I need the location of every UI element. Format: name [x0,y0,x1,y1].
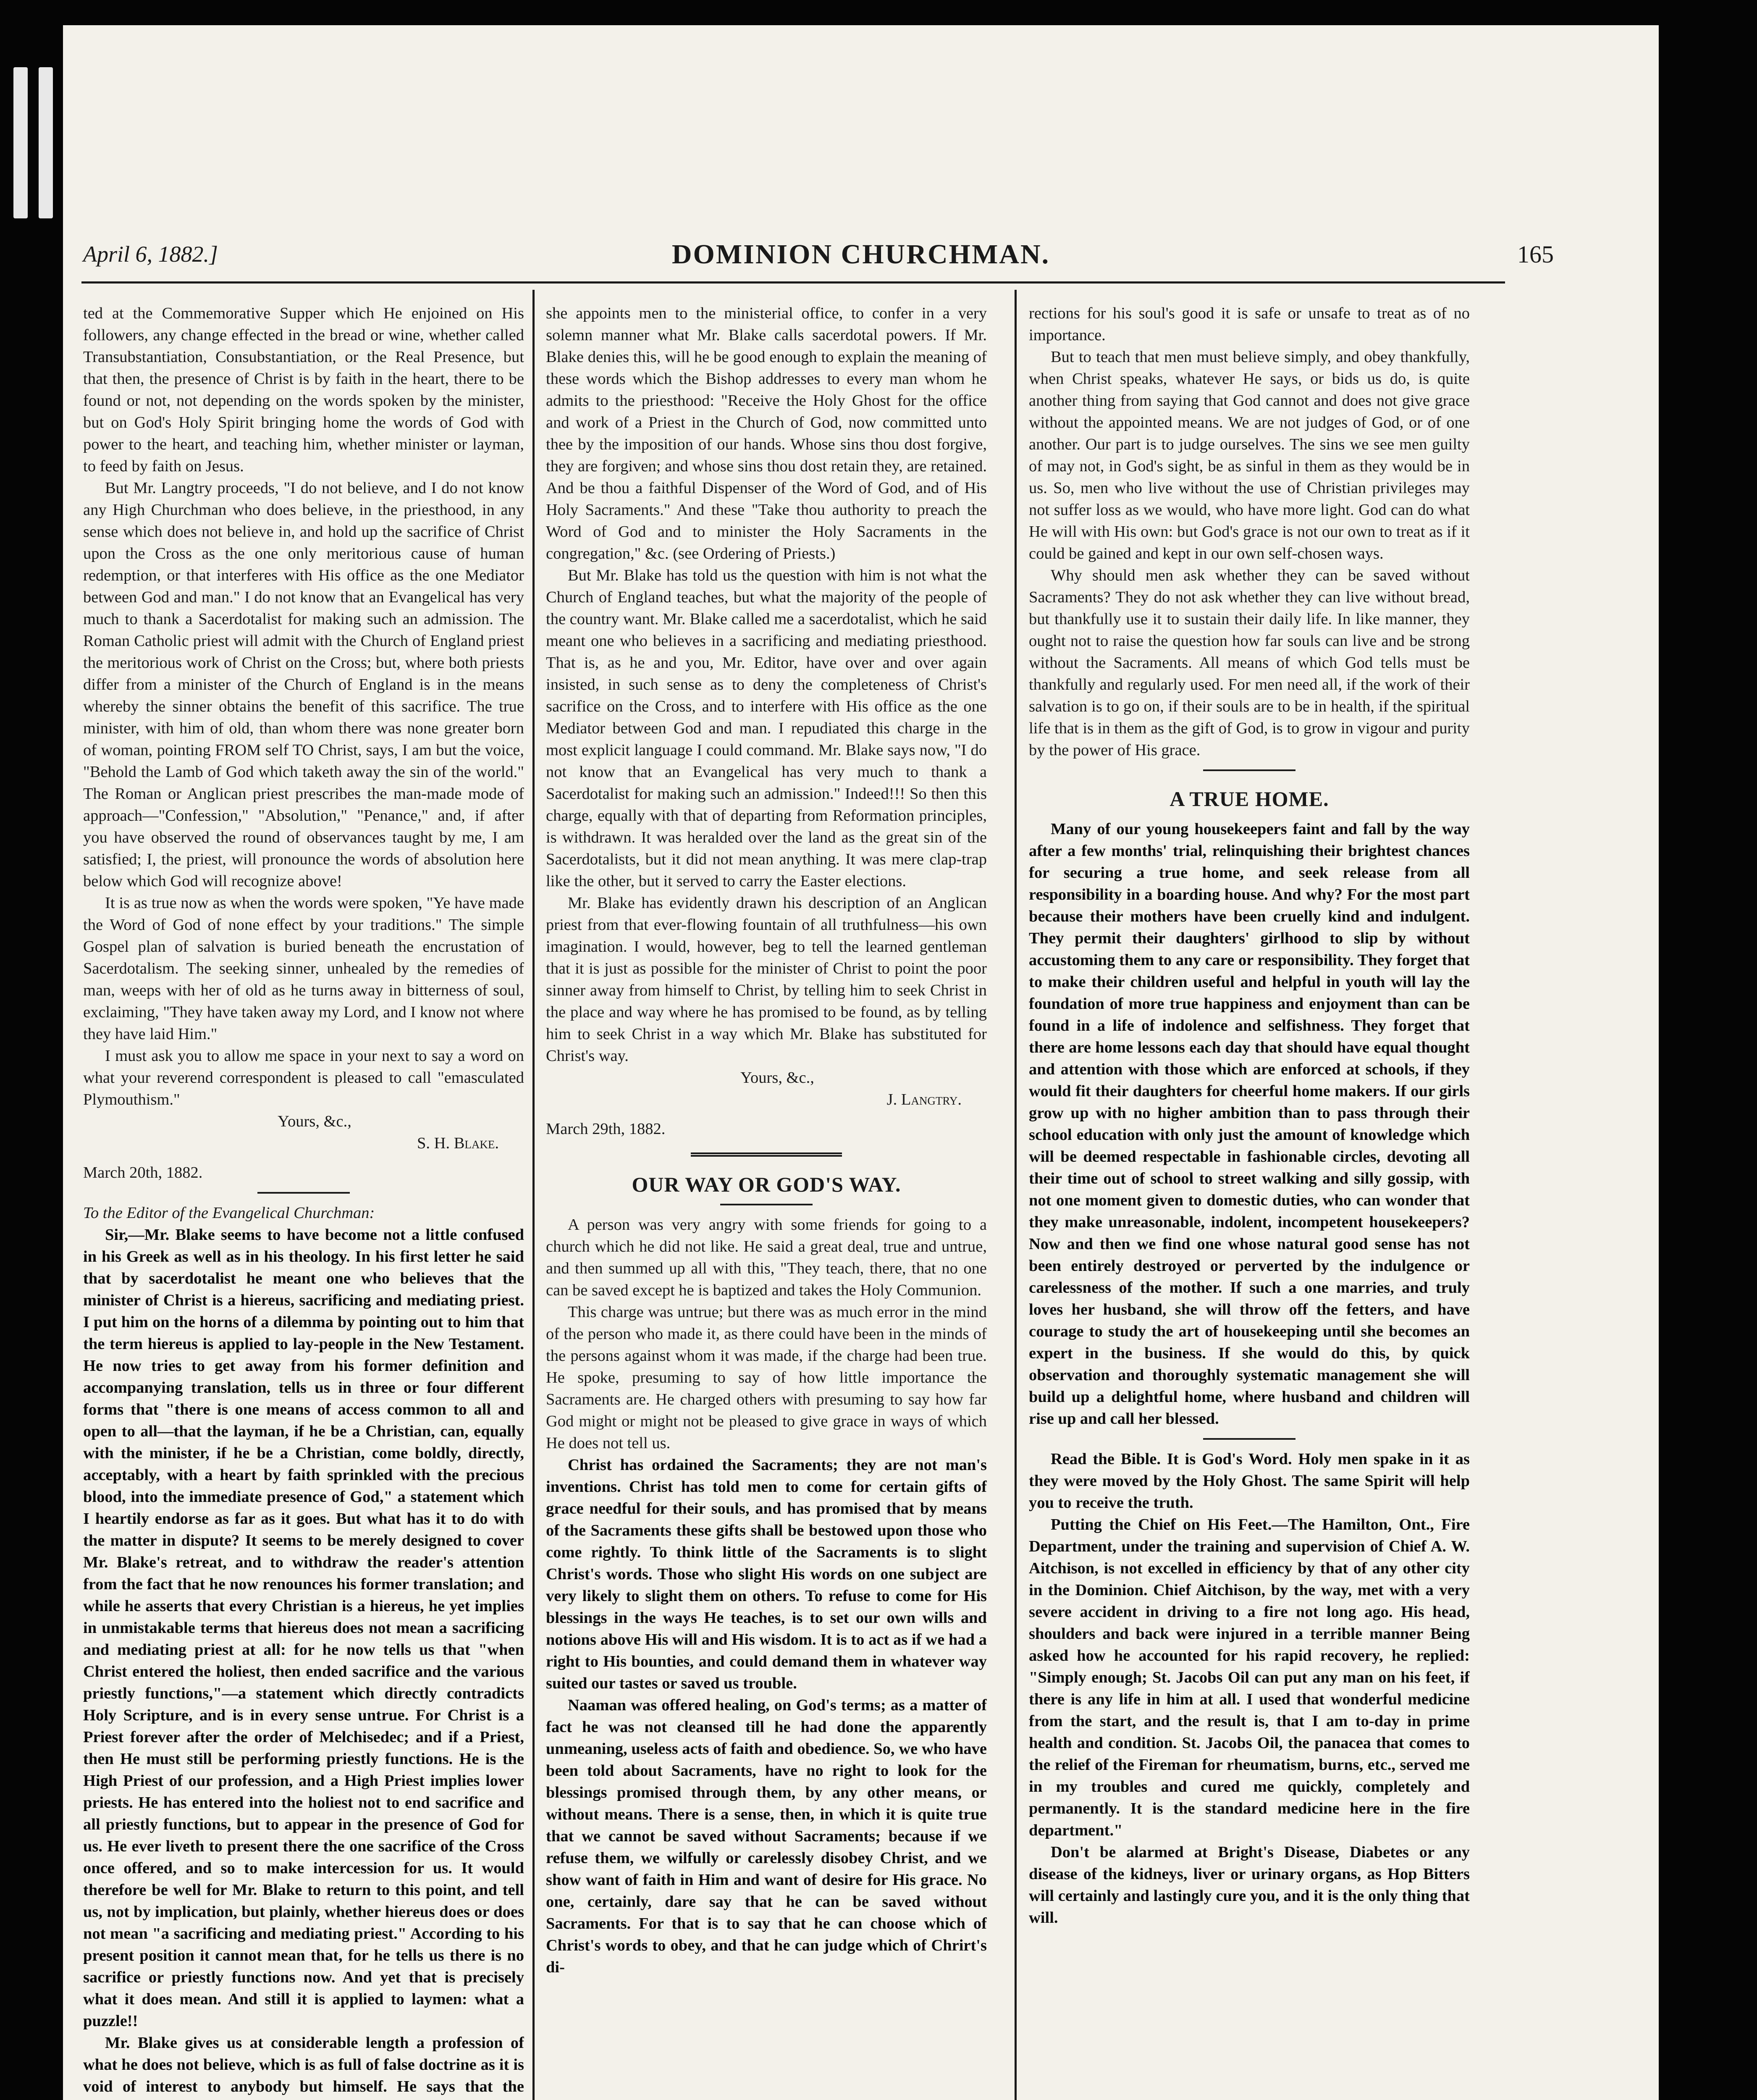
paragraph: This charge was untrue; but there was as much error in the mind of the person who made it, as there could have been in the minds of the persons against whom it was made, if the charge had been true. He spoke, presuming to say of how little importance the Sacraments are. He charged others with presuming to say how far God might or might not be pleased to give grace in ways of which He does not tell us. [546,1303,987,1452]
paragraph: Read the Bible. It is God's Word. Holy men spake in it as they were moved by the Holy Ghost. The same Spirit will help you to receive the truth. [1029,1450,1470,1512]
title-underline [720,1204,813,1205]
paragraph: Don't be alarmed at Bright's Disease, Diabetes or any disease of the kidneys, liver or urinary organs, as Hop Bitters will certainly and lastingly cure you, and it is the only thing that will. [1029,1843,1470,1927]
column-rule [532,290,535,2100]
letter-salutation-heading: To the Editor of the Evangelical Churchman: [83,1204,375,1222]
paragraph: rections for his soul's good it is safe or unsafe to treat as of no importance. [1029,304,1470,344]
letter-dateline: March 29th, 1882. [546,1120,666,1138]
letter-dateline: March 20th, 1882. [83,1164,203,1181]
film-sprocket-mark [39,67,53,218]
paper-title: DOMINION CHURCHMAN. [671,239,1050,270]
issue-date: April 6, 1882.] [83,242,218,267]
paragraph: Mr. Blake gives us at considerable length a profession of what he does not believe, which is as full of false doctrine as it is void of interest to anybody but himself. He says that the [83,2034,524,2095]
paragraph: Sir,—Mr. Blake seems to have become not a little confused in his Greek as well as in his theology. In his first letter he said that by sacerdotalist he meant one who believes that the minister of Christ is a hiereus, sacrificing and mediating priest. I put him on the horns of a dilemma by pointing out to him that the term hiereus is applied to lay-people in the New Testament. He now tries to get away from his former definition and accompanying translation, tells us in three or four different forms that "there is one means of access common to all and open to all—that the layman, if he be a Christian, can, equally with the minister, if he be a Christian, come boldly, directly, acceptably, with a heart by faith sprinkled with the precious blood, into the immediate presence of God," a statement which I heartily endorse as far as it goes. But what has it to do with the matter in dispute? It seems to be merely designed to cover Mr. Blake's retreat, and to withdraw the reader's attention from the fact that he now renounces his former translation; and while he asserts that every Christian is a hiereus, he yet implies in unmistakable terms that hiereus does not mean a sacrificing and mediating priest at all: for he now tells us that "when Christ entered the holiest, then ended sacrifice and the various priestly functions,"—a statement which directly contradicts Holy Scripture, and is in every sense untrue. For Christ is a Priest forever after the order of Melchisedec; and if a Priest, then He must still be performing priestly functions. He is the High Priest of our profession, and a High Priest implies lower priests. He has entered into the holiest not to end sacrifice and all priestly functions, but to appear in the presence of God for us. He ever liveth to present there the one sacrifice of the Cross once offered, and so to make intercession for us. It would therefore be well for Mr. Blake to return to this point, and tell us, not by implication, but plainly, whether hiereus does or does not mean "a sacrificing and mediating priest." According to his present position it cannot mean that, for he tells us there is no sacrifice or priestly functions now. And yet that is precisely what it does mean. And still it is applied to laymen: what a puzzle!! [83,1226,524,2030]
section-divider [1203,1438,1295,1440]
letter-signature: S. H. Blake. [417,1134,499,1152]
newspaper-page [63,25,1659,2100]
paragraph: Many of our young housekeepers faint and fall by the way after a few months' trial, relinquishing their brightest chances for securing a true home, and seek release from all responsibility in a boarding house. And why? For the most part because their mothers have been cruelly kind and indulgent. They permit their daughters' girlhood to slip by without accustoming them to any care or responsibility. They forget that to make their children useful and helpful in youth will lay the foundation of more true happiness and enjoyment than can be found in a life of indolence and selfishness. They forget that there are home lessons each day that should have equal thought and attention with those which are enforced at schools, if they would fit their daughters for cheerful home makers. If our girls grow up with no higher ambition than to pass through their school education with only just the amount of knowledge which will be deemed respectable in fashionable circles, devoting all their time out of school to street walking and silly gossip, with not one moment given to domestic duties, who can wonder that they make unreasonable, indolent, incompetent housekeepers? Now and then we find one whose natural good sense has not been entirely destroyed or perverted by the indulgence or carelessness of the mother. If such a one marries, and truly loves her husband, she will throw off the fetters, and have courage to study the art of housekeeping until she becomes an expert in the business. If she would do this, by quick observation and thoroughly systematic management she will build up a delightful home, where husband and children will rise up and call her blessed. [1029,820,1470,1428]
column-1 [83,302,524,2100]
paragraph: A person was very angry with some friends for going to a church which he did not like. He said a great deal, true and untrue, and then summed up all with this, "They teach, there, that no one can be saved except he is baptized and takes the Holy Communion. [546,1216,987,1299]
letter-signature: J. Langtry. [886,1091,962,1108]
paragraph: It is as true now as when the words were spoken, "Ye have made the Word of God of none effect by your traditions." The simple Gospel plan of salvation is buried beneath the encrustation of Sacerdotalism. The seeking sinner, unhealed by the remedies of man, weeps with her of old as he turns away in bitterness of soul, exclaiming, "They have taken away my Lord, and I know not where they have laid Him." [83,894,524,1043]
microfilm-border-left [0,0,63,2100]
paragraph: Putting the Chief on His Feet.—The Hamilton, Ont., Fire Department, under the training and supervision of Chief A. W. Aitchison, is not excelled in efficiency by that of any other city in the Dominion. Chief Aitchison, by the way, met with a very severe accident in driving to a fire not long ago. His head, shoulders and back were injured in a terrible manner Being asked how he accounted for his rapid recovery, he replied: "Simply enough; St. Jacobs Oil can put any man on his feet, if there is any life in him at all. I used that wonderful medicine from the start, and the result is, that I am to-day in prime health and condition. St. Jacobs Oil, the panacea that comes to the relief of the Fireman for rheumatism, burns, etc., served me in my troubles and cured me quickly, completely and permanently. It is the standard medicine here in the fire department." [1029,1516,1470,1839]
paragraph: But to teach that men must believe simply, and obey thankfully, when Christ speaks, whatever He says, or bids us do, is quite another thing from saying that God cannot and does not give grace without the appointed means. We are not judges of God, or of one another. Our part is to judge ourselves. The sins we see men guilty of may not, in God's sight, be as sinful in them as they would be in us. So, men who live without the use of Christian privileges may not suffer loss as we would, who have more light. God can do what He will with His own: but God's grace is not our own to treat as if it could be gained and kept in our own self-chosen ways. [1029,348,1470,562]
paragraph: But Mr. Langtry proceeds, "I do not believe, and I do not know any High Churchman who does believe, in the priesthood, in any sense which does not believe in, and hold up the sacrifice of Christ upon the Cross as the one only meritorious cause of human redemption, or that interferes with His office as the one Mediator between God and man." I do not know that an Evangelical has very much to thank a Sacerdotalist for making such an admission. The Roman Catholic priest will admit with the Church of England priest the meritorious work of Christ on the Cross; but, where both priests differ from a minister of the Church of England is in the means whereby the sinner obtains the benefit of this sacrifice. The true minister, with him of old, than whom there was none greater born of woman, pointing FROM self TO Christ, says, I am but the voice, "Behold the Lamb of God which taketh away the sin of the world." The Roman or Anglican priest prescribes the man-made mode of approach—"Confession," "Absolution," "Penance," and, if after you have observed the round of observances taught by me, I am satisfied; I, the priest, will pronounce the words of absolution here below which God will recognize above! [83,479,524,890]
film-sprocket-mark [13,67,28,218]
paragraph: Mr. Blake has evidently drawn his description of an Anglican priest from that ever-flowing fountain of all truthfulness—his own imagination. I would, however, beg to tell the learned gentleman that it is just as possible for the minister of Christ to point the poor sinner away from himself to Christ, by telling him to seek Christ in the place and way where he has promised to be found, as by telling him to seek Christ in a way which Mr. Blake has substituted for Christ's way. [546,894,987,1065]
page-number: 165 [1517,241,1554,268]
paragraph: But Mr. Blake has told us the question with him is not what the Church of England teaches, but what the majority of the people of the country want. Mr. Blake called me a sacerdotalist, which he said meant one who believes in a sacrificing and mediating priesthood. That is, as he and you, Mr. Editor, have over and over again insisted, in such sense as to deny the completeness of Christ's sacrifice on the Cross, and to interfere with His office as the one Mediator between God and man. I repudiated this charge in the most explicit language I could command. Mr. Blake says now, "I do not know that an Evangelical has very much to thank a Sacerdotalist for making such an admission." Indeed!!! So then this charge, equally with that of departing from Reformation principles, is withdrawn. It was heralded over the land as the great sin of the Sacerdotalists, but it did not mean anything. It was mere clap-trap like the other, but it served to carry the Easter elections. [546,567,987,890]
header-rule [81,281,1505,284]
microfilm-border-top [0,0,1757,25]
paragraph: ted at the Commemorative Supper which He enjoined on His followers, any change effected in the bread or wine, whether called Transubstantiation, Consubstantiation, or the Real Presence, but that then, the presence of Christ is by faith in the heart, there to be found or not, not depending on the words spoken by the minister, but on God's Holy Spirit bringing home the words of God with power to the heart, and teaching him, whether minister or layman, to feed by faith on Jesus. [83,304,524,475]
section-divider [1203,769,1295,771]
column-3 [1029,302,1470,2100]
paragraph: she appoints men to the ministerial office, to confer in a very solemn manner what Mr. Blake calls sacerdotal powers. If Mr. Blake denies this, will he be good enough to explain the meaning of these words which the Bishop addresses to every man whom he admits to the priesthood: "Receive the Holy Ghost for the office and work of a Priest in the Church of God, now committed unto thee by the imposition of our hands. Whose sins thou dost forgive, they are forgiven; and whose sins thou dost retain they, are retained. And be thou a faithful Dispenser of the Word of God, and of His Holy Sacraments." And these "Take thou authority to preach the Word of God and to minister the Holy Sacraments in the congregation," &c. (see Ordering of Priests.) [546,304,987,562]
paragraph: Christ has ordained the Sacraments; they are not man's inventions. Christ has told men to come for certain gifts of grace needful for their souls, and has promised that by means of the Sacraments these gifts shall be bestowed upon those who come rightly. To think little of the Sacraments is to slight Christ's words. Those who slight His words on one subject are very likely to slight them on others. To refuse to come for His blessings in the ways He teaches, is to set our own wills and notions above His will and His wisdom. It is to act as if we had a right to His bounties, and could demand them in whatever way suited our tastes or saved us trouble. [546,1456,987,1692]
paragraph: I must ask you to allow me space in your next to say a word on what your reverend correspondent is pleased to call "emasculated Plymouthism." [83,1047,524,1108]
paragraph: Naaman was offered healing, on God's terms; as a matter of fact he was not cleansed till he had done the apparently unmeaning, useless acts of faith and obedience. So, we who have been told about Sacraments, have no right to look for the blessings promised through them, by any other means, or without means. There is a sense, then, in which it is quite true that we cannot be saved without Sacraments; because if we refuse them, we wilfully or carelessly disobey Christ, and we show want of faith in Him and want of desire for His grace. No one, certainly, dare say that he can be saved without Sacraments. For that is to say that he can choose which of Christ's words to obey, and that he can judge which of Chrirt's di- [546,1696,987,1976]
article-title: A TRUE HOME. [1170,787,1329,811]
letter-closing: Yours, &c., [740,1069,814,1087]
microfilm-border-right [1659,0,1757,2100]
column-2 [546,302,987,2100]
section-divider [257,1192,350,1194]
letter-closing: Yours, &c., [278,1113,351,1130]
section-divider [691,1152,842,1157]
paragraph: Why should men ask whether they can be saved without Sacraments? They do not ask whether they can live without bread, but thankfully use it to sustain their daily life. In like manner, they ought not to raise the question how far souls can live and be strong without the Sacraments. All means of which God tells must be thankfully and regularly used. For men need all, if the work of their salvation is to go on, if their souls are to be in health, if the spiritual life that is in them as the gift of God, is to grow in vigour and purity by the power of His grace. [1029,567,1470,759]
article-title: OUR WAY OR GOD'S WAY. [632,1173,901,1196]
column-rule [1015,290,1017,2100]
running-header [63,235,1659,273]
